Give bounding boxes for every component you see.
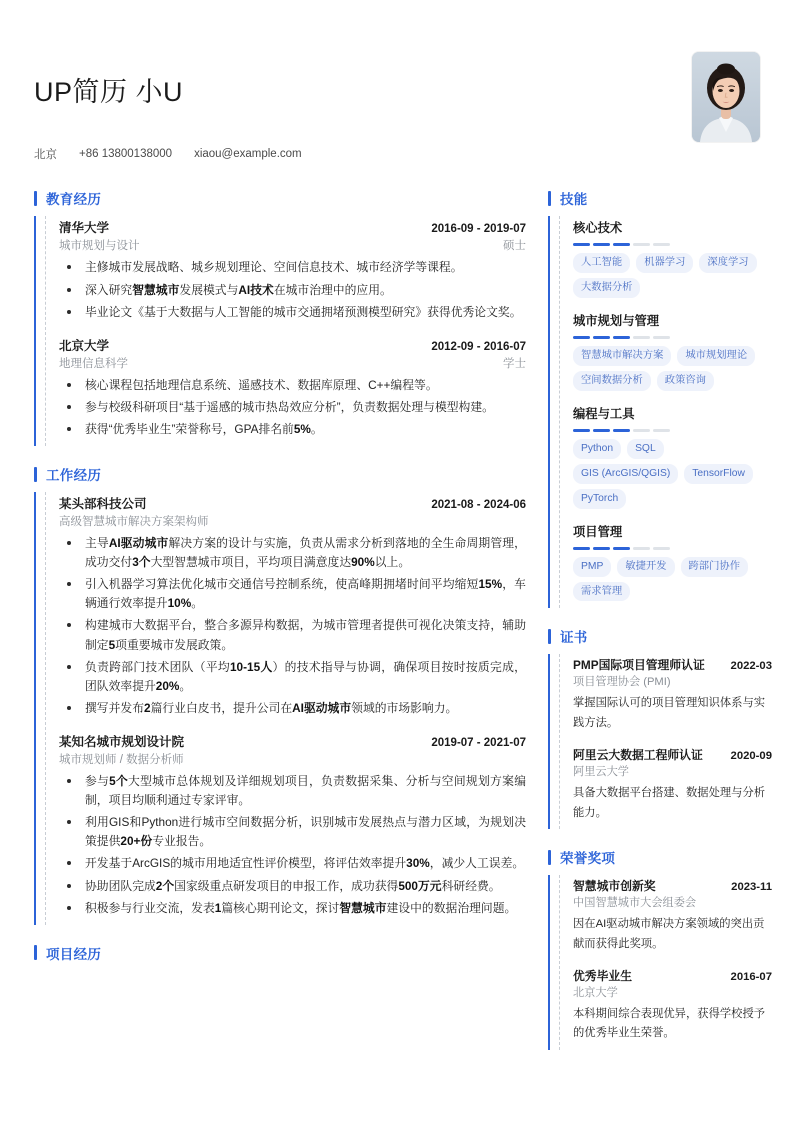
skill-group-name: 项目管理 xyxy=(573,524,623,539)
skill-tag: 智慧城市解决方案 xyxy=(573,346,671,366)
section-header-skills xyxy=(548,188,772,208)
work-entry xyxy=(59,732,526,918)
skill-group-name: 城市规划与管理 xyxy=(573,314,660,329)
education-entry xyxy=(59,336,526,439)
award-date: 2023-11 xyxy=(731,881,772,894)
section-certificates xyxy=(548,626,772,829)
skill-level-segment xyxy=(613,243,630,246)
award-issuer: 北京大学 xyxy=(573,986,618,999)
education-bullets xyxy=(59,376,526,439)
education-degree: 硕士 xyxy=(503,240,526,253)
education-entry-sub xyxy=(59,355,526,371)
section-accent-bar xyxy=(548,629,551,644)
section-accent-bar xyxy=(548,191,551,206)
list-item: 核心课程包括地理信息系统、遥感技术、数据库原理、C++编程等。 xyxy=(59,376,526,395)
skill-group xyxy=(573,404,772,509)
skill-tag-list xyxy=(573,557,772,602)
section-projects xyxy=(34,943,526,963)
award-entry-top xyxy=(573,967,772,984)
work-role: 城市规划师 / 数据分析师 xyxy=(59,754,184,767)
section-accent-bar xyxy=(34,467,37,482)
skill-group-name: 核心技术 xyxy=(573,221,623,236)
section-header-work xyxy=(34,464,526,484)
certificate-entry xyxy=(573,656,772,733)
award-name: 优秀毕业生 xyxy=(573,968,632,983)
skill-tag: 空间数据分析 xyxy=(573,371,651,391)
section-title-education: 教育经历 xyxy=(46,192,102,208)
page-title: UP简历 小U xyxy=(34,77,184,107)
award-description: 本科期间综合表现优异，获得学校授予的优秀毕业生荣誉。 xyxy=(573,1007,766,1040)
skill-tag-list xyxy=(573,439,772,509)
education-entry-top xyxy=(59,218,526,236)
skill-tag: TensorFlow xyxy=(684,464,753,484)
list-item: 毕业论文《基于大数据与人工智能的城市交通拥堵预测模型研究》获得优秀论文奖。 xyxy=(59,303,526,322)
skill-level-segment xyxy=(633,547,650,550)
skill-tag: 敏捷开发 xyxy=(617,557,674,577)
certificate-description: 具备大数据平台搭建、数据处理与分析能力。 xyxy=(573,787,766,819)
section-header-education xyxy=(34,188,526,208)
skill-tag: GIS (ArcGIS/QGIS) xyxy=(573,464,678,484)
education-school: 北京大学 xyxy=(59,338,110,353)
education-school: 清华大学 xyxy=(59,221,110,236)
certificate-date: 2020-09 xyxy=(730,750,772,763)
contact-location: 北京 xyxy=(34,149,57,162)
skill-level-bar xyxy=(573,547,772,550)
education-degree: 学士 xyxy=(503,357,526,370)
certificate-entry-top xyxy=(573,746,772,763)
award-issuer: 中国智慧城市大会组委会 xyxy=(573,897,697,910)
section-header-awards xyxy=(548,847,772,867)
section-body-education xyxy=(34,216,526,446)
certificate-issuer: 项目管理协会 (PMI) xyxy=(573,676,671,689)
list-item: 协助团队完成2个国家级重点研发项目的申报工作，成功获得500万元科研经费。 xyxy=(59,877,526,896)
work-role: 高级智慧城市解决方案架构师 xyxy=(59,516,209,529)
contact-phone: +86 13800138000 xyxy=(79,148,173,161)
section-title-certificates: 证书 xyxy=(560,630,588,646)
section-skills xyxy=(548,188,772,608)
certificate-name: PMP国际项目管理师认证 xyxy=(573,658,705,673)
section-title-work: 工作经历 xyxy=(46,468,102,484)
work-entry-sub xyxy=(59,751,526,767)
work-company: 某头部科技公司 xyxy=(59,497,147,512)
skill-group xyxy=(573,218,772,298)
education-bullets xyxy=(59,258,526,321)
work-entry-sub xyxy=(59,513,526,529)
list-item: 负责跨部门技术团队（平均10-15人）的技术指导与协调，确保项目按时按质完成，团队效率提升20%。 xyxy=(59,658,526,696)
education-entry xyxy=(59,218,526,321)
skill-tag-list xyxy=(573,346,772,391)
section-body-certificates xyxy=(548,654,772,829)
skill-group xyxy=(573,311,772,391)
skill-tag-list xyxy=(573,253,772,298)
work-entry xyxy=(59,494,526,718)
skill-level-segment xyxy=(653,336,670,339)
skill-level-segment xyxy=(613,547,630,550)
education-date: 2012-09 - 2016-07 xyxy=(431,340,526,353)
skill-level-segment xyxy=(653,429,670,432)
list-item: 积极参与行业交流，发表1篇核心期刊论文，探讨智慧城市建设中的数据治理问题。 xyxy=(59,899,526,918)
skill-level-segment xyxy=(593,243,610,246)
avatar-portrait-icon xyxy=(692,52,760,142)
list-item: 利用GIS和Python进行城市空间数据分析，识别城市发展热点与潜力区域，为规划决策提供20+份专业报告。 xyxy=(59,813,526,851)
section-accent-bar xyxy=(34,945,37,960)
skill-level-segment xyxy=(613,336,630,339)
section-title-projects: 项目经历 xyxy=(46,946,102,962)
header-left xyxy=(34,48,302,162)
education-major: 地理信息科学 xyxy=(59,357,128,370)
timeline-skills xyxy=(559,216,772,608)
skill-tag: SQL xyxy=(627,439,664,459)
skill-level-bar xyxy=(573,243,772,246)
list-item: 获得“优秀毕业生”荣誉称号，GPA排名前5%。 xyxy=(59,420,526,439)
list-item: 开发基于ArcGIS的城市用地适宜性评价模型，将评估效率提升30%，减少人工误差。 xyxy=(59,854,526,873)
skill-level-segment xyxy=(593,336,610,339)
award-entry xyxy=(573,877,772,954)
resume-body xyxy=(0,188,800,1067)
contact-row xyxy=(34,146,302,162)
contact-email: xiaou@example.com xyxy=(194,148,302,161)
skill-level-bar xyxy=(573,429,772,432)
skill-tag: 需求管理 xyxy=(573,582,630,602)
work-entry-top xyxy=(59,494,526,512)
timeline-awards xyxy=(559,875,772,1050)
skill-level-segment xyxy=(593,429,610,432)
skill-tag: 政策咨询 xyxy=(657,371,714,391)
certificate-entry xyxy=(573,746,772,823)
left-column xyxy=(34,188,526,980)
resume-header xyxy=(0,0,800,162)
section-title-skills: 技能 xyxy=(560,192,588,208)
work-date: 2019-07 - 2021-07 xyxy=(431,737,526,750)
skill-level-segment xyxy=(633,243,650,246)
section-work xyxy=(34,464,526,925)
section-accent-bar xyxy=(34,191,37,206)
list-item: 参与5个大型城市总体规划及详细规划项目，负责数据采集、分析与空间规划方案编制，项目均顺利通过专家评审。 xyxy=(59,772,526,810)
list-item: 主导AI驱动城市解决方案的设计与实施，负责从需求分析到落地的全生命周期管理，成功交付3个大型智慧城市项目，平均项目满意度达90%以上。 xyxy=(59,534,526,572)
skill-tag: PyTorch xyxy=(573,489,626,509)
section-title-awards: 荣誉奖项 xyxy=(560,851,616,867)
skill-group xyxy=(573,522,772,602)
skill-level-segment xyxy=(573,243,590,246)
skill-level-segment xyxy=(633,429,650,432)
award-date: 2016-07 xyxy=(730,970,772,983)
work-entry-top xyxy=(59,732,526,750)
right-column xyxy=(548,188,772,1067)
timeline-education xyxy=(45,216,526,446)
section-body-work xyxy=(34,492,526,925)
skill-tag: 跨部门协作 xyxy=(681,557,748,577)
certificate-entry-top xyxy=(573,656,772,673)
skill-level-segment xyxy=(573,547,590,550)
work-bullets xyxy=(59,772,526,918)
list-item: 参与校级科研项目“基于遥感的城市热岛效应分析”，负责数据处理与模型构建。 xyxy=(59,398,526,417)
skill-tag: 人工智能 xyxy=(573,253,630,273)
skill-tag: 机器学习 xyxy=(636,253,693,273)
list-item: 构建城市大数据平台，整合多源异构数据，为城市管理者提供可视化决策支持，辅助制定5项重要城市发展政策。 xyxy=(59,616,526,654)
certificate-issuer: 阿里云大学 xyxy=(573,766,629,779)
skill-tag: 大数据分析 xyxy=(573,278,640,298)
timeline-certificates xyxy=(559,654,772,829)
award-entry xyxy=(573,967,772,1044)
education-entry-sub xyxy=(59,237,526,253)
avatar xyxy=(692,52,760,142)
section-body-skills xyxy=(548,216,772,608)
skill-level-segment xyxy=(653,243,670,246)
education-date: 2016-09 - 2019-07 xyxy=(431,223,526,236)
skill-level-segment xyxy=(593,547,610,550)
skill-level-segment xyxy=(613,429,630,432)
skill-level-segment xyxy=(573,429,590,432)
education-major: 城市规划与设计 xyxy=(59,240,140,253)
certificate-description: 掌握国际认可的项目管理知识体系与实践方法。 xyxy=(573,697,766,729)
skill-tag: PMP xyxy=(573,557,611,577)
skill-group-name: 编程与工具 xyxy=(573,406,635,421)
certificate-name: 阿里云大数据工程师认证 xyxy=(573,748,703,763)
list-item: 引入机器学习算法优化城市交通信号控制系统，使高峰期拥堵时间平均缩短15%，车辆通行效率提升10%。 xyxy=(59,575,526,613)
section-header-projects xyxy=(34,943,526,963)
skill-level-bar xyxy=(573,336,772,339)
work-company: 某知名城市规划设计院 xyxy=(59,735,185,750)
work-date: 2021-08 - 2024-06 xyxy=(431,499,526,512)
award-name: 智慧城市创新奖 xyxy=(573,879,656,894)
list-item: 撰写并发布2篇行业白皮书，提升公司在AI驱动城市领域的市场影响力。 xyxy=(59,699,526,718)
section-header-certificates xyxy=(548,626,772,646)
certificate-date: 2022-03 xyxy=(730,660,772,673)
section-body-awards xyxy=(548,875,772,1050)
skill-level-segment xyxy=(573,336,590,339)
skill-level-segment xyxy=(653,547,670,550)
list-item: 深入研究智慧城市发展模式与AI技术在城市治理中的应用。 xyxy=(59,281,526,300)
award-entry-top xyxy=(573,877,772,894)
skill-tag: 深度学习 xyxy=(699,253,756,273)
skill-tag: Python xyxy=(573,439,621,459)
list-item: 主修城市发展战略、城乡规划理论、空间信息技术、城市经济学等课程。 xyxy=(59,258,526,277)
section-awards xyxy=(548,847,772,1050)
education-entry-top xyxy=(59,336,526,354)
section-accent-bar xyxy=(548,850,551,865)
skill-tag: 城市规划理论 xyxy=(677,346,755,366)
work-bullets xyxy=(59,534,526,718)
skill-level-segment xyxy=(633,336,650,339)
timeline-work xyxy=(45,492,526,925)
award-description: 因在AI驱动城市解决方案领域的突出贡献而获得此奖项。 xyxy=(573,918,765,950)
section-education xyxy=(34,188,526,446)
